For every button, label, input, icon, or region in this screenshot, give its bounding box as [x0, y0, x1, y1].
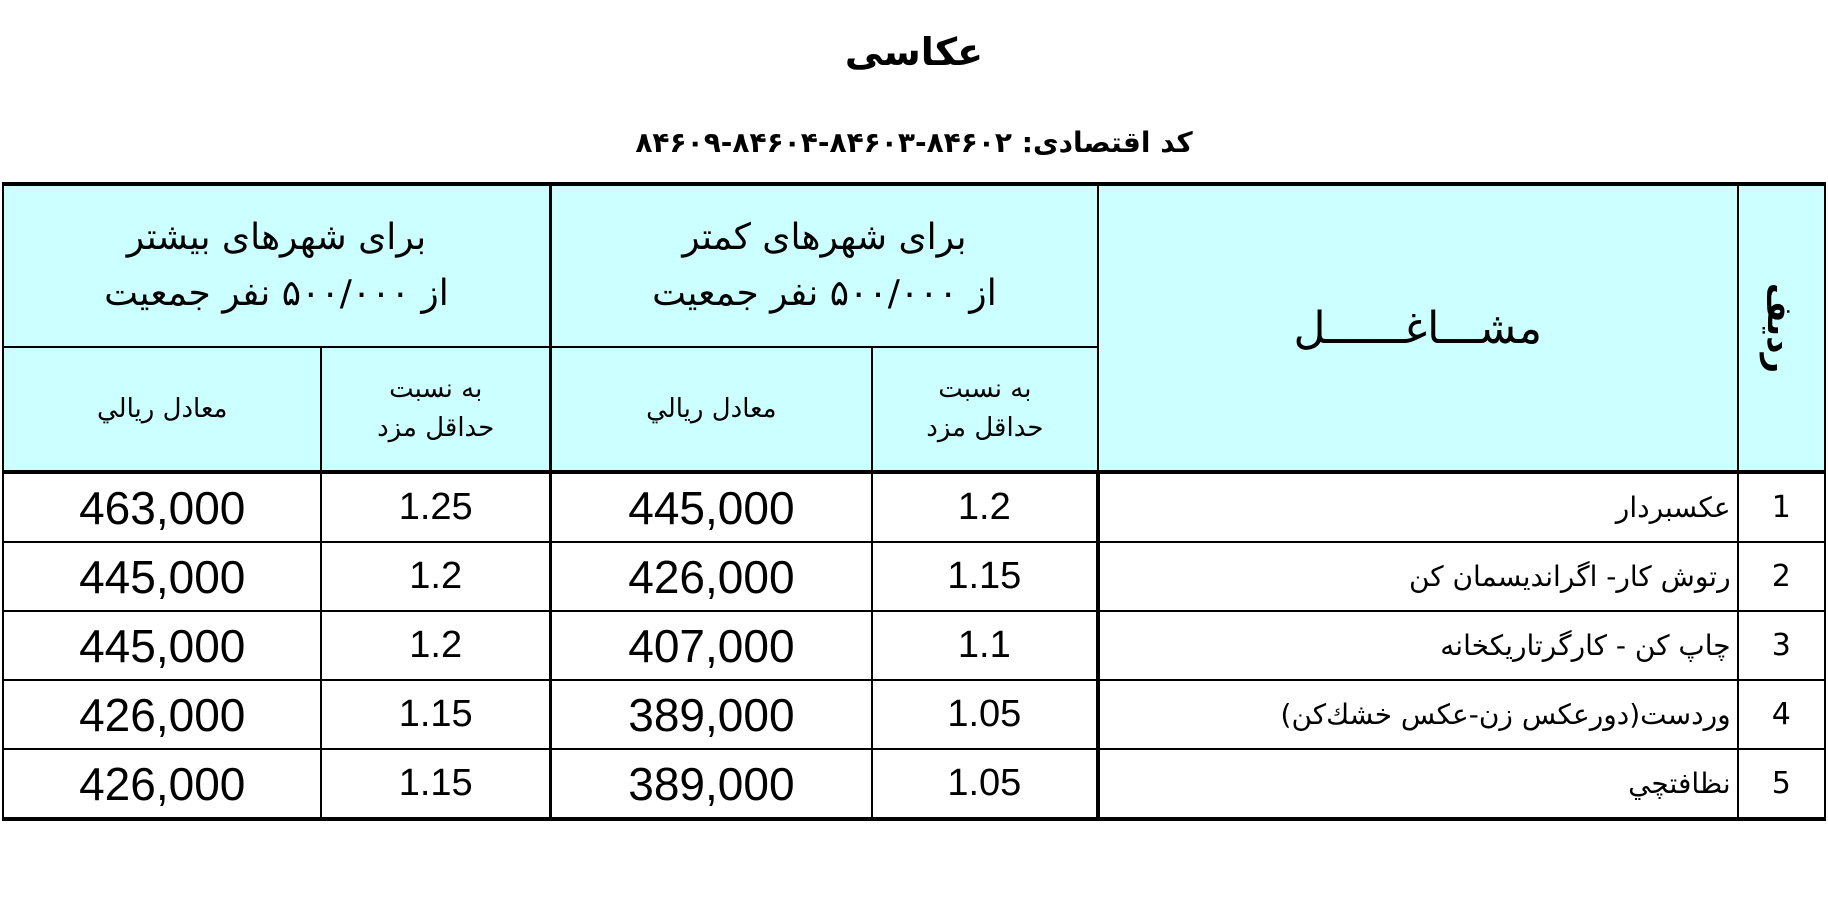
- ratio-large-cell: 1.15: [321, 680, 550, 749]
- economic-code: کد اقتصادی: ۸۴۶۰۲-۸۴۶۰۳-۸۴۶۰۴-۸۴۶۰۹: [635, 126, 1193, 159]
- ratio-header-small: [872, 347, 1098, 472]
- rial-small-cell: 407,000: [550, 611, 871, 680]
- table-row: [3, 611, 1825, 680]
- group-large-line1: برای شهرهای بیشتر: [126, 217, 427, 259]
- ratio-large-cell: 1.15: [321, 749, 550, 819]
- ratio-small-cell: 1.05: [872, 749, 1098, 819]
- job-cell: نظافتچي: [1098, 749, 1738, 819]
- radif-cell: 4: [1738, 680, 1825, 749]
- rial-small-cell: 389,000: [550, 749, 871, 819]
- page-title: عکاسی: [844, 30, 984, 74]
- job-cell: عكسبردار: [1098, 472, 1738, 542]
- group-small-line1: برای شهرهای کمتر: [682, 217, 967, 259]
- ratio-large-cell: 1.2: [321, 611, 550, 680]
- radif-cell: 5: [1738, 749, 1825, 819]
- ratio-small-cell: 1.1: [872, 611, 1098, 680]
- table-row: [3, 680, 1825, 749]
- ratio-header-line1: به نسبت: [938, 374, 1032, 404]
- group-small-line2: از ۵۰۰/۰۰۰ نفر جمعیت: [652, 273, 997, 314]
- job-cell: وردست(دورعكس زن-عكس خشك‌كن): [1098, 680, 1738, 749]
- ratio-large-cell: 1.25: [321, 472, 550, 542]
- rial-large-cell: 463,000: [3, 472, 321, 542]
- rial-small-cell: 445,000: [550, 472, 871, 542]
- wage-table: [2, 182, 1826, 821]
- ratio-header-large: [321, 347, 550, 472]
- table-row: [3, 749, 1825, 819]
- ratio-header-line2: حداقل مزد: [377, 413, 495, 443]
- ratio-large-cell: 1.2: [321, 542, 550, 611]
- radif-cell: 1: [1738, 472, 1825, 542]
- job-cell: رتوش كار- اگرانديسمان كن: [1098, 542, 1738, 611]
- rial-large-cell: 426,000: [3, 749, 321, 819]
- rial-header-large: معادل ريالي: [3, 347, 321, 472]
- table-row: [3, 472, 1825, 542]
- radif-cell: 3: [1738, 611, 1825, 680]
- rial-large-cell: 426,000: [3, 680, 321, 749]
- ratio-header-line2: حداقل مزد: [926, 413, 1044, 443]
- table-row: [3, 542, 1825, 611]
- ratio-small-cell: 1.2: [872, 472, 1098, 542]
- radif-cell: 2: [1738, 542, 1825, 611]
- job-header: مشـــاغــــــل: [1098, 184, 1738, 472]
- ratio-small-cell: 1.05: [872, 680, 1098, 749]
- job-cell: چاپ كن - كارگرتاريكخانه: [1098, 611, 1738, 680]
- rial-small-cell: 389,000: [550, 680, 871, 749]
- radif-header-label: رديف: [1758, 282, 1799, 374]
- radif-header: [1738, 184, 1825, 472]
- rial-small-cell: 426,000: [550, 542, 871, 611]
- rial-large-cell: 445,000: [3, 542, 321, 611]
- ratio-header-line1: به نسبت: [389, 374, 483, 404]
- group-large-line2: از ۵۰۰/۰۰۰ نفر جمعیت: [104, 273, 449, 314]
- ratio-small-cell: 1.15: [872, 542, 1098, 611]
- rial-large-cell: 445,000: [3, 611, 321, 680]
- group-header-small-cities: [550, 184, 1097, 347]
- rial-header-small: معادل ريالي: [550, 347, 871, 472]
- group-header-large-cities: [3, 184, 550, 347]
